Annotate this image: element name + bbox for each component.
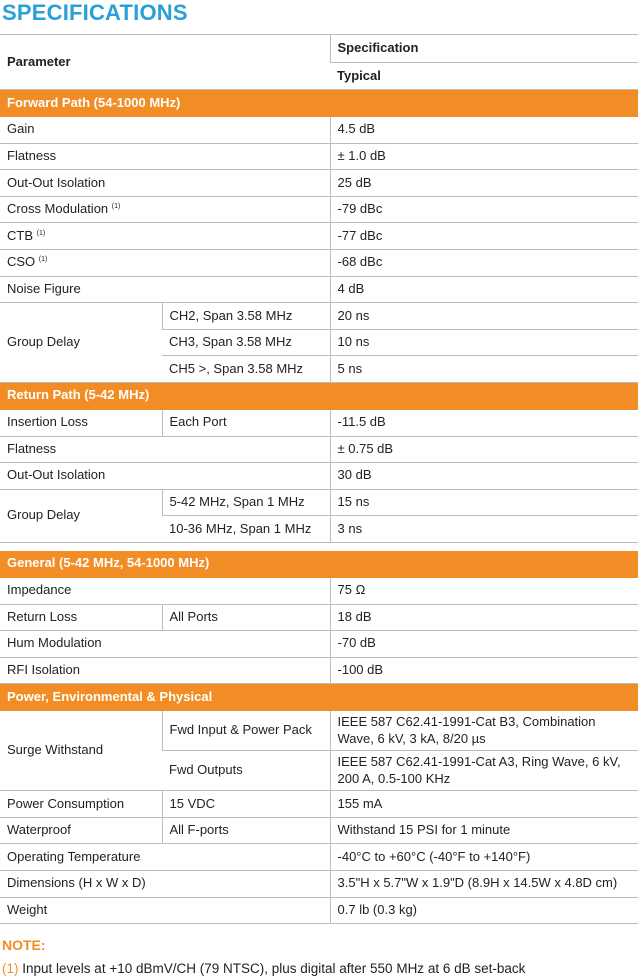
param-cell: Power Consumption (0, 791, 162, 818)
param-cell (0, 249, 330, 276)
table-row (0, 409, 638, 436)
value-cell: 18 dB (330, 604, 638, 631)
param-cell: Return Loss (0, 604, 162, 631)
note-text (2, 961, 525, 976)
param-cell: Weight (0, 897, 330, 924)
param-cell: Group Delay (0, 303, 162, 383)
section-heading: General (5-42 MHz, 54-1000 MHz) (0, 551, 638, 578)
param-cell (0, 223, 330, 250)
table-row (0, 897, 638, 924)
note-number: (1) (2, 961, 19, 976)
condition-cell: All F-ports (162, 817, 330, 844)
param-cell (0, 196, 330, 223)
condition-cell: Fwd Input & Power Pack (162, 711, 330, 751)
condition-cell: 15 VDC (162, 791, 330, 818)
param-label: CTB (7, 227, 33, 243)
table-row (0, 604, 638, 631)
param-cell: Gain (0, 117, 330, 144)
value-cell: -77 dBc (330, 223, 638, 250)
value-cell: -100 dB (330, 657, 638, 684)
table-row (0, 817, 638, 844)
value-cell: ± 0.75 dB (330, 436, 638, 463)
value-cell: ± 1.0 dB (330, 143, 638, 170)
value-cell: -11.5 dB (330, 409, 638, 436)
value-cell: 0.7 lb (0.3 kg) (330, 897, 638, 924)
section-return-path (0, 382, 638, 409)
table-row (0, 143, 638, 170)
table-row (0, 711, 638, 751)
table-header-row (0, 35, 638, 63)
value-cell: IEEE 587 C62.41-1991-Cat B3, Combination Wave, 6 kV, 3 kA, 8/20 µs (330, 711, 638, 751)
section-general (0, 551, 638, 578)
value-cell: 15 ns (330, 489, 638, 516)
table-row (0, 249, 638, 276)
value-cell: 4 dB (330, 276, 638, 303)
value-cell: -79 dBc (330, 196, 638, 223)
footnote-ref: (1) (38, 256, 48, 264)
value-cell: -68 dBc (330, 249, 638, 276)
param-cell: Waterproof (0, 817, 162, 844)
table-row (0, 791, 638, 818)
condition-cell: All Ports (162, 604, 330, 631)
section-heading: Return Path (5-42 MHz) (0, 382, 638, 409)
value-cell: 25 dB (330, 170, 638, 197)
typical-header: Typical (330, 63, 638, 90)
value-cell: -70 dB (330, 631, 638, 658)
condition-cell: CH5 >, Span 3.58 MHz (162, 356, 330, 383)
table-row (0, 196, 638, 223)
value-cell: 3 ns (330, 516, 638, 543)
value-cell: 30 dB (330, 463, 638, 490)
table-row (0, 631, 638, 658)
note-body: Input levels at +10 dBmV/CH (79 NTSC), plus digital after 550 MHz at 6 dB set-back (22, 961, 526, 976)
value-cell: -40°C to +60°C (-40°F to +140°F) (330, 844, 638, 871)
section-heading: Forward Path (54-1000 MHz) (0, 90, 638, 117)
value-cell: 10 ns (330, 329, 638, 356)
table-row (0, 223, 638, 250)
param-cell: Out-Out Isolation (0, 170, 330, 197)
param-label: CSO (7, 254, 36, 270)
param-cell: Hum Modulation (0, 631, 330, 658)
value-cell: 5 ns (330, 356, 638, 383)
spacer-row (0, 542, 638, 551)
param-cell: Operating Temperature (0, 844, 330, 871)
table-row (0, 489, 638, 516)
table-row (0, 117, 638, 144)
condition-cell: Each Port (162, 409, 330, 436)
table-row (0, 463, 638, 490)
value-cell: 3.5"H x 5.7"W x 1.9"D (8.9H x 14.5W x 4.8D cm) (330, 871, 638, 898)
specification-header: Specification (330, 35, 638, 63)
value-cell: IEEE 587 C62.41-1991-Cat A3, Ring Wave, 6 kV, 200 A, 0.5-100 KHz (330, 751, 638, 791)
value-cell: 155 mA (330, 791, 638, 818)
value-cell: 20 ns (330, 303, 638, 330)
section-forward-path (0, 90, 638, 117)
table-row (0, 303, 638, 330)
condition-cell: CH2, Span 3.58 MHz (162, 303, 330, 330)
param-cell: Surge Withstand (0, 711, 162, 791)
condition-cell: CH3, Span 3.58 MHz (162, 329, 330, 356)
table-row (0, 436, 638, 463)
table-row (0, 577, 638, 604)
section-power-environmental (0, 684, 638, 711)
param-cell: Noise Figure (0, 276, 330, 303)
param-label: Cross Modulation (7, 201, 109, 217)
param-cell: RFI Isolation (0, 657, 330, 684)
table-row (0, 844, 638, 871)
value-cell: Withstand 15 PSI for 1 minute (330, 817, 638, 844)
condition-cell: Fwd Outputs (162, 751, 330, 791)
param-cell: Dimensions (H x W x D) (0, 871, 330, 898)
value-cell: 4.5 dB (330, 117, 638, 144)
param-cell: Out-Out Isolation (0, 463, 330, 490)
table-row (0, 276, 638, 303)
param-cell: Group Delay (0, 489, 162, 542)
condition-cell: 10-36 MHz, Span 1 MHz (162, 516, 330, 543)
param-cell: Flatness (0, 143, 330, 170)
section-heading: Power, Environmental & Physical (0, 684, 638, 711)
footnote-ref: (1) (111, 203, 121, 211)
value-cell: 75 Ω (330, 577, 638, 604)
page-title: SPECIFICATIONS (2, 0, 188, 25)
footnote-ref: (1) (36, 229, 46, 237)
note-title: NOTE: (2, 937, 46, 953)
param-cell: Flatness (0, 436, 330, 463)
param-cell: Insertion Loss (0, 409, 162, 436)
specifications-table (0, 34, 638, 924)
parameter-header: Parameter (0, 35, 330, 90)
table-row (0, 657, 638, 684)
table-row (0, 871, 638, 898)
condition-cell: 5-42 MHz, Span 1 MHz (162, 489, 330, 516)
table-row (0, 170, 638, 197)
param-cell: Impedance (0, 577, 330, 604)
